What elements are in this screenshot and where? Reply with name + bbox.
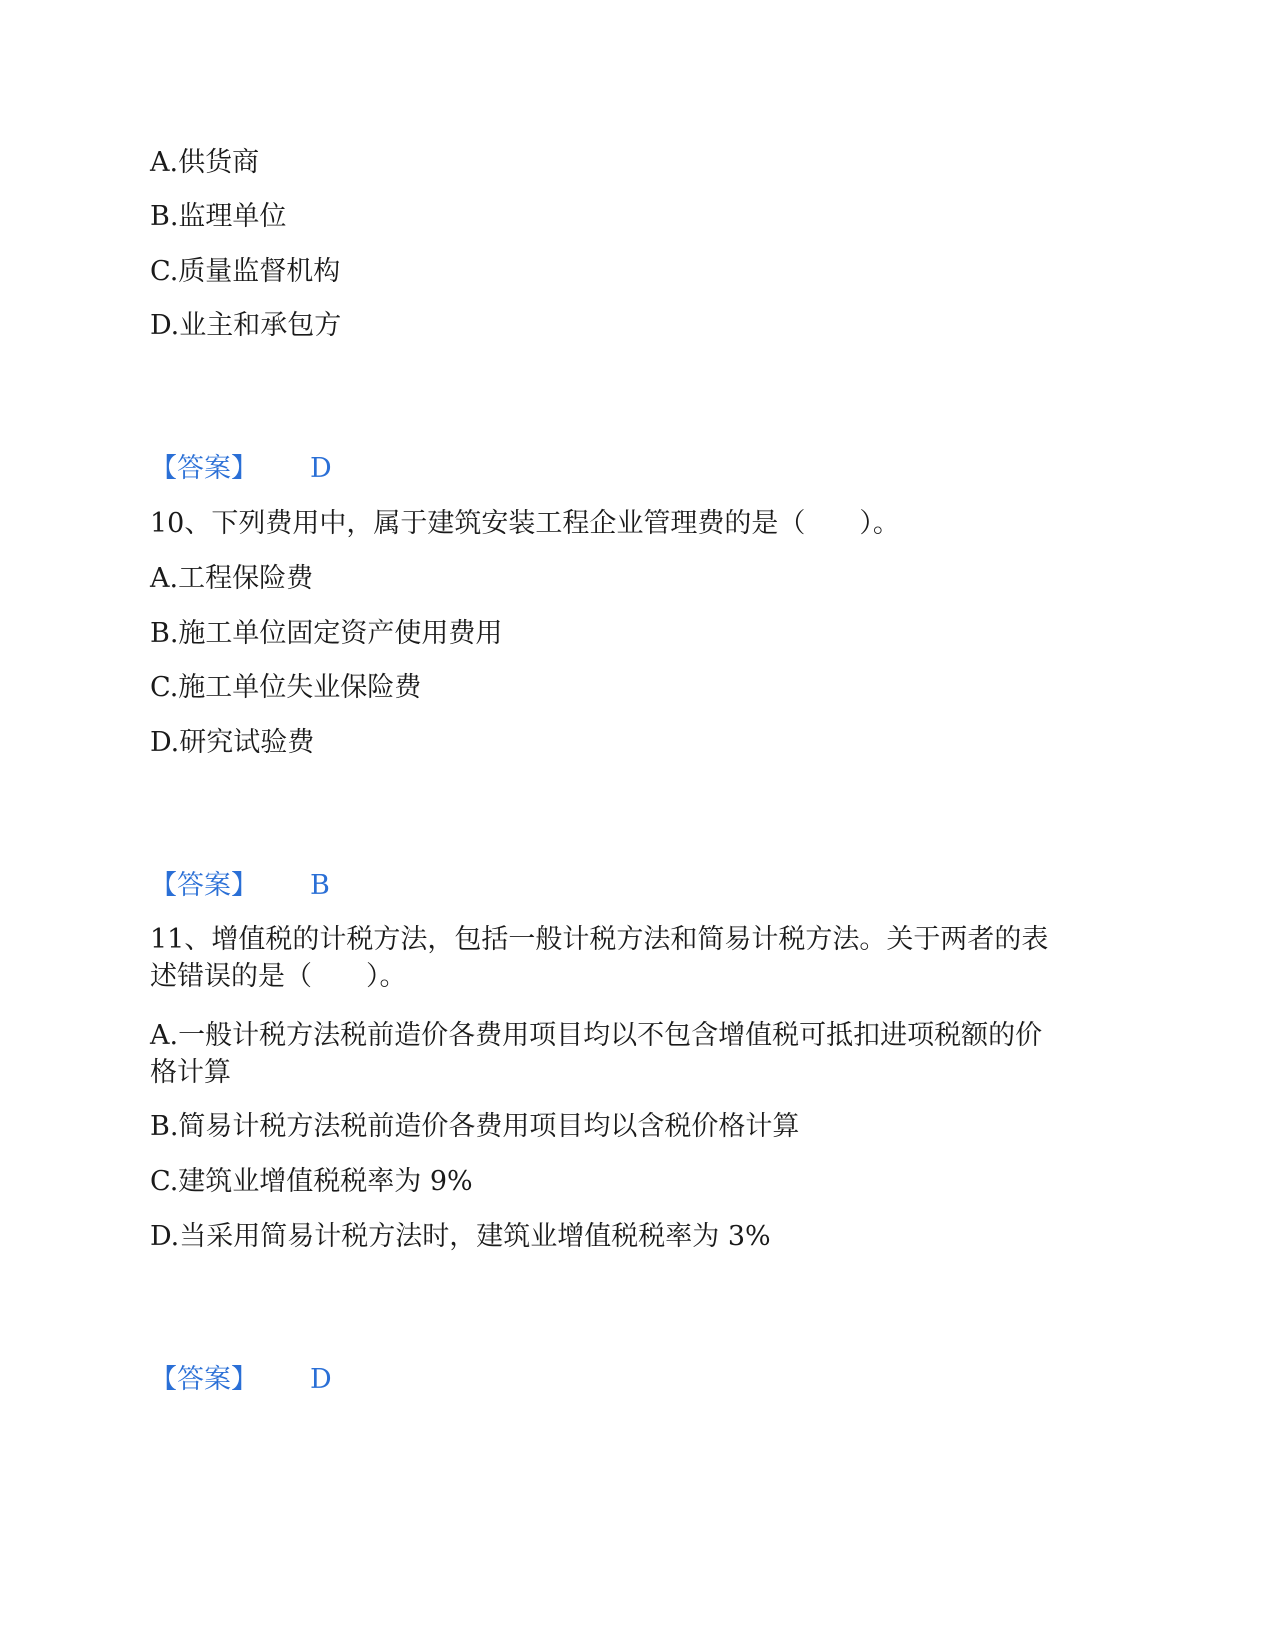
q9-answer xyxy=(150,452,332,486)
q9-option-a: A.供货商 xyxy=(150,147,260,178)
q11-stem-line2: 述错误的是（ ）。 xyxy=(150,961,407,992)
q11-option-a-line2: 格计算 xyxy=(150,1057,231,1088)
q11-option-a-line1: A.一般计税方法税前造价各费用项目均以不包含增值税可抵扣进项税额的价 xyxy=(150,1020,1043,1051)
q10-answer-value: B xyxy=(310,870,330,901)
q9-option-c: C.质量监督机构 xyxy=(150,256,341,287)
q11-stem-line1: 11、增值税的计税方法，包括一般计税方法和简易计税方法。关于两者的表 xyxy=(150,924,1049,955)
q11-answer xyxy=(150,1363,332,1397)
q11-option-c: C.建筑业增值税税率为 9% xyxy=(150,1166,473,1197)
q9-option-b: B.监理单位 xyxy=(150,201,287,232)
q10-answer xyxy=(150,869,330,903)
q9-option-d: D.业主和承包方 xyxy=(150,310,342,341)
q10-answer-label: 【答案】 xyxy=(150,870,258,901)
q11-answer-label: 【答案】 xyxy=(150,1364,258,1395)
q11-option-b: B.简易计税方法税前造价各费用项目均以含税价格计算 xyxy=(150,1111,800,1142)
q10-option-a: A.工程保险费 xyxy=(150,563,314,594)
q10-option-c: C.施工单位失业保险费 xyxy=(150,672,422,703)
q9-answer-value: D xyxy=(310,453,332,484)
q10-option-d: D.研究试验费 xyxy=(150,727,315,758)
q10-stem: 10、下列费用中，属于建筑安装工程企业管理费的是（ ）。 xyxy=(150,508,900,539)
q10-option-b: B.施工单位固定资产使用费用 xyxy=(150,618,503,649)
q11-answer-value: D xyxy=(310,1364,332,1395)
q11-option-d: D.当采用简易计税方法时，建筑业增值税税率为 3% xyxy=(150,1221,771,1252)
q9-answer-label: 【答案】 xyxy=(150,453,258,484)
